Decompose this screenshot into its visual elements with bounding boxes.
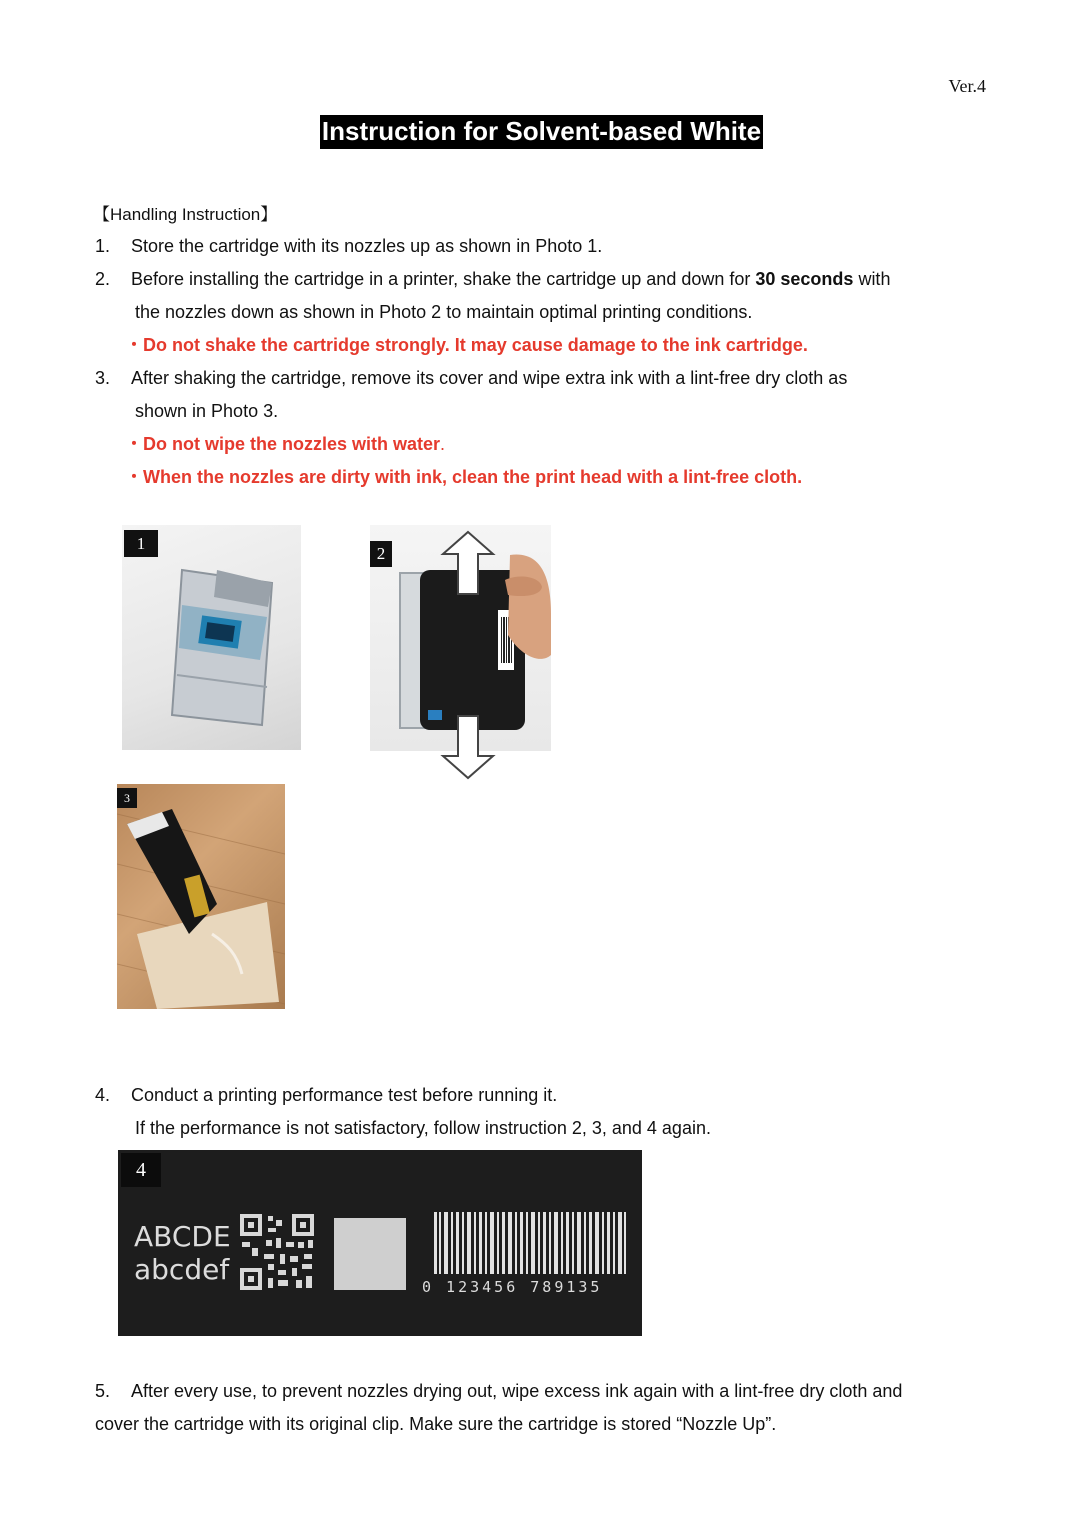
step-text: Before installing the cartridge in a printer, shake the cartridge up and down for (131, 269, 756, 289)
page-title: Instruction for Solvent-based White (320, 115, 763, 149)
step-number: 4. (95, 1085, 111, 1105)
step-5 (95, 1380, 902, 1402)
solid-square-sample (334, 1218, 406, 1290)
step-text: After every use, to prevent nozzles drying out, wipe excess ink again with a lint-free dry cloth and (131, 1381, 903, 1401)
step-text: Store the cartridge with its nozzles up as shown in Photo 1. (131, 236, 603, 256)
step-3-continued: shown in Photo 3. (135, 401, 279, 421)
photo-4 (118, 1150, 642, 1336)
arrow-up-icon (440, 530, 496, 596)
step-4 (95, 1084, 557, 1106)
cartridge-wipe-image (117, 784, 285, 1009)
photo-1 (122, 525, 301, 750)
section-heading: 【Handling Instruction】 (93, 205, 278, 224)
step-text: After shaking the cartridge, remove its cover and wipe extra ink with a lint-free dry cloth as (131, 368, 848, 388)
step-text: Conduct a printing performance test before running it. (131, 1085, 558, 1105)
photo-3 (117, 784, 285, 1009)
step-text-end: with (853, 269, 891, 289)
photo-3-badge: 3 (117, 788, 137, 808)
step-4-continued: If the performance is not satisfactory, follow instruction 2, 3, and 4 again. (135, 1118, 711, 1138)
barcode-icon (432, 1212, 628, 1274)
photo-1-badge: 1 (124, 530, 158, 557)
photo-4-badge: 4 (121, 1153, 161, 1187)
warning-water (125, 433, 445, 455)
step-number: 5. (95, 1381, 111, 1401)
step-3 (95, 367, 847, 389)
title-container (0, 115, 1083, 149)
step-number: 2. (95, 269, 111, 289)
warning-water-dot: . (440, 434, 446, 454)
warning-water-text: ・Do not wipe the nozzles with water (125, 434, 441, 454)
step-1 (95, 235, 602, 257)
step-emphasis: 30 seconds (755, 269, 854, 289)
warning-dirty: ・When the nozzles are dirty with ink, clean the print head with a lint-free cloth. (125, 467, 803, 487)
sample-uppercase: ABCDE (134, 1220, 231, 1253)
arrow-down-icon (440, 714, 496, 780)
version-label: Ver.4 (948, 76, 986, 96)
cartridge-nozzles-up-image (122, 525, 301, 750)
photo-2-badge: 2 (370, 541, 392, 567)
step-5-continued: cover the cartridge with its original clip. Make sure the cartridge is stored “Nozzle Up”. (95, 1414, 777, 1434)
step-2 (95, 268, 890, 290)
barcode-digits: 0 123456 789135 (422, 1278, 603, 1296)
step-number: 1. (95, 236, 111, 256)
qr-code-icon (238, 1212, 316, 1292)
step-2-continued: the nozzles down as shown in Photo 2 to maintain optimal printing conditions. (135, 302, 753, 322)
warning-shake: ・Do not shake the cartridge strongly. It may cause damage to the ink cartridge. (125, 335, 808, 355)
step-number: 3. (95, 368, 111, 388)
sample-lowercase: abcdef (134, 1253, 230, 1286)
